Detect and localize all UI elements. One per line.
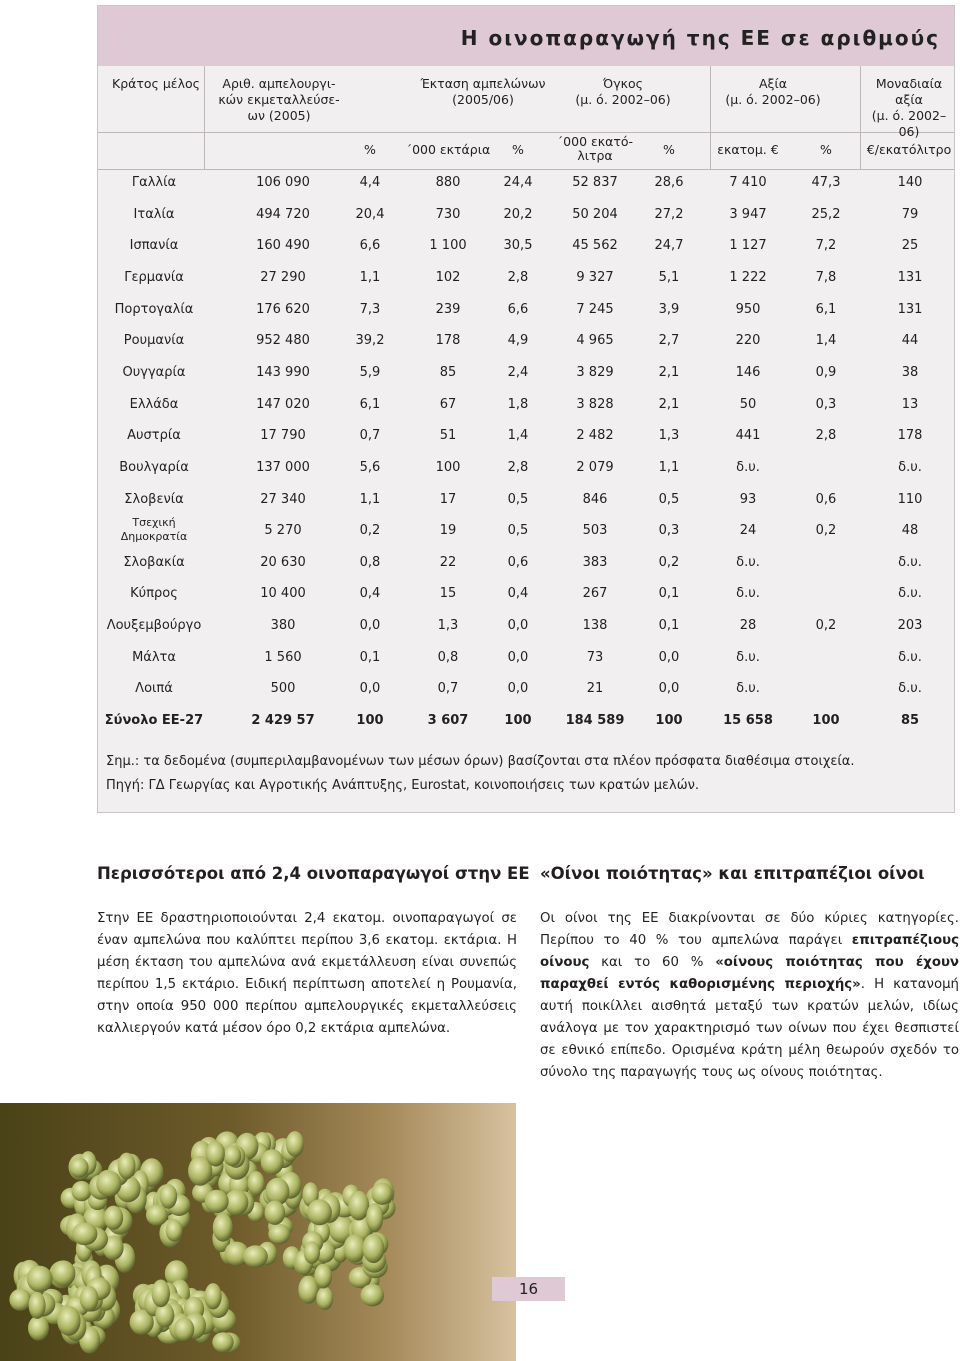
table-cell: 137 000 [256, 459, 310, 475]
table-row [98, 199, 954, 230]
table-cell: 85 [439, 364, 457, 380]
table-cell: 131 [897, 269, 923, 285]
table-cell: 50 204 [572, 206, 618, 222]
table-cell: 1 127 [729, 238, 767, 254]
country-cell: Ισπανία [129, 238, 179, 254]
table-cell: 3 947 [729, 206, 767, 222]
table-cell: 880 [435, 175, 461, 190]
country-cell: Λοιπά [135, 681, 173, 697]
country-cell: Ελλάδα [129, 396, 179, 412]
table-cell: 4 965 [576, 333, 614, 349]
subheader-volume-unit: ΄000 εκατό- λιτρα [556, 134, 634, 163]
country-cell: Κύπρος [130, 586, 178, 602]
header-country: Κράτος μέλος [112, 76, 200, 91]
table-cell: δ.υ. [898, 554, 922, 570]
table-title: Η οινοπαραγωγή της ΕΕ σε αριθμούς [460, 26, 940, 50]
table-cell: 730 [435, 206, 461, 222]
section-body-wine-quality: Οι οίνοι της ΕΕ διακρίνονται σε δύο κύριες κατηγορίες. Περίπου το 40 % του αμπελώνα παράγει επιτραπέζιους οίνους και το 60 % «οίνους ποιότητας που έχουν παραχθεί εντός καθορισμένης περιοχής». Η κατανομή αυτή ποικίλλει αισθητά μεταξύ των κρατών μελών, ιδίως ανάλογα με τον χαρακτηρισμό των οίνων που έχει θεσπιστεί σε εθνικό επίπεδο. Ορισμένα κράτη μέλη θεωρούν σχεδόν το σύνολο της παραγωγής τους ως οίνους ποιότητας. [540, 911, 959, 1080]
table-cell: 0,6 [507, 554, 529, 570]
table-cell: 2 482 [576, 428, 614, 444]
table-cell: 0,2 [815, 618, 837, 634]
table-cell: 1 560 [264, 649, 302, 665]
table-cell: 0,3 [815, 396, 837, 412]
table-cell: 50 [739, 396, 757, 412]
table-cell: 73 [586, 649, 604, 665]
table-row [98, 547, 954, 578]
table-cell: 178 [897, 428, 923, 444]
table-cell: 5 270 [264, 523, 302, 539]
table-cell: 1,1 [658, 459, 680, 475]
table-cell: δ.υ. [736, 459, 760, 475]
table-cell: 2,1 [658, 364, 680, 380]
country-cell: Βουλγαρία [119, 459, 189, 475]
table-cell: 0,4 [507, 586, 529, 602]
table-cell: 1,4 [815, 333, 837, 349]
table-cell: 441 [735, 428, 761, 444]
table-cell: 1,3 [658, 428, 680, 444]
table-row [98, 262, 954, 293]
table-cell: 383 [582, 554, 608, 570]
table-cell: 1 222 [729, 269, 767, 285]
table-row [98, 578, 954, 609]
table-cell: 0,2 [815, 523, 837, 539]
table-cell: 28,6 [654, 175, 684, 190]
table-cell: 100 [435, 459, 461, 475]
section-heading-wine-quality: «Οίνοι ποιότητας» και επιτραπέζιοι οίνοι [540, 864, 925, 883]
wine-statistics-table [97, 5, 955, 813]
table-cell: 3 829 [576, 364, 614, 380]
table-row [98, 515, 954, 546]
table-row [98, 642, 954, 673]
table-cell: 0,7 [437, 681, 459, 697]
table-cell: δ.υ. [736, 649, 760, 665]
header-unit-value: Μοναδιαία αξία (μ. ό. 2002–06) [871, 76, 947, 139]
subheader-percent: % [663, 142, 675, 157]
table-cell: 106 090 [256, 175, 310, 190]
table-cell: 13 [901, 396, 919, 412]
table-cell: 2,1 [658, 396, 680, 412]
table-title-band [98, 6, 954, 66]
table-cell: 4,9 [507, 333, 529, 349]
table-cell [786, 673, 866, 704]
table-cell: 239 [435, 301, 461, 317]
grapes-photo [0, 1103, 516, 1361]
table-cell: 2,8 [507, 459, 529, 475]
table-cell: 5,6 [359, 459, 381, 475]
total-cell: 2 429 57 [251, 713, 315, 729]
section-heading-producers: Περισσότεροι από 2,4 οινοπαραγωγοί στην ΕΕ [97, 864, 530, 883]
country-cell: Ρουμανία [123, 333, 185, 349]
table-cell: δ.υ. [736, 681, 760, 697]
table-cell: 952 480 [256, 333, 310, 349]
table-cell: 1,3 [437, 618, 459, 634]
table-cell: 19 [439, 523, 457, 539]
table-cell: 7,2 [815, 238, 837, 254]
table-cell: δ.υ. [736, 586, 760, 602]
table-cell: 0,5 [507, 523, 529, 539]
table-cell: 2 079 [576, 459, 614, 475]
total-cell: 3 607 [427, 713, 469, 729]
table-cell: 7,8 [815, 269, 837, 285]
table-cell: 2,7 [658, 333, 680, 349]
total-cell: 100 [356, 713, 384, 729]
table-cell: 47,3 [811, 175, 841, 190]
table-cell: 25,2 [811, 206, 841, 222]
table-cell: 38 [901, 364, 919, 380]
table-cell: 79 [901, 206, 919, 222]
subheader-area-unit: ΄000 εκτάρια [405, 142, 491, 157]
table-cell: 503 [582, 523, 608, 539]
table-cell: 7,3 [359, 301, 381, 317]
table-cell: 0,8 [359, 554, 381, 570]
subheader-value-unit: εκατομ. € [717, 142, 779, 157]
table-cell: 6,1 [359, 396, 381, 412]
subheader-percent: % [364, 142, 376, 157]
table-cell: 24,7 [654, 238, 684, 254]
table-cell: 0,6 [815, 491, 837, 507]
table-cell: 0,5 [507, 491, 529, 507]
header-area: Έκταση αμπελώνων (2005/06) [420, 76, 546, 107]
table-cell: 25 [901, 238, 919, 254]
table-cell: 20,4 [355, 206, 385, 222]
table-cell [786, 642, 866, 673]
table-cell: 6,1 [815, 301, 837, 317]
table-cell: 138 [582, 618, 608, 634]
table-cell: 380 [270, 618, 296, 634]
table-cell: 176 620 [256, 301, 310, 317]
table-cell: 30,5 [503, 238, 533, 254]
table-cell [786, 547, 866, 578]
country-cell: Γερμανία [124, 269, 184, 285]
table-cell: 102 [435, 269, 461, 285]
country-cell: Τσεχική Δημοκρατία [120, 516, 188, 544]
table-cell: 7 245 [576, 301, 614, 317]
total-cell: 15 658 [723, 713, 773, 729]
table-cell: δ.υ. [898, 586, 922, 602]
table-row [98, 389, 954, 420]
table-cell: 0,9 [815, 364, 837, 380]
table-cell: 20,2 [503, 206, 533, 222]
table-cell: 28 [739, 618, 757, 634]
table-cell [786, 578, 866, 609]
total-cell: 85 [900, 713, 920, 729]
table-cell: 950 [735, 301, 761, 317]
table-cell: 178 [435, 333, 461, 349]
table-cell: 3 828 [576, 396, 614, 412]
table-cell: 140 [897, 175, 923, 190]
table-row [98, 357, 954, 388]
table-row [98, 484, 954, 515]
table-cell [786, 452, 866, 483]
table-cell: 143 990 [256, 364, 310, 380]
table-cell: 21 [586, 681, 604, 697]
table-cell: δ.υ. [898, 649, 922, 665]
country-cell: Πορτογαλία [114, 301, 194, 317]
table-cell: 0,0 [507, 618, 529, 634]
table-cell: 5,9 [359, 364, 381, 380]
header-holdings: Αριθ. αμπελουργι- κών εκμεταλλεύσε- ων (2005) [218, 76, 340, 123]
table-cell: 67 [439, 396, 457, 412]
table-cell: 220 [735, 333, 761, 349]
table-cell: 7 410 [729, 175, 767, 190]
table-cell: 6,6 [359, 238, 381, 254]
table-cell: 1,4 [507, 428, 529, 444]
table-cell: 0,1 [658, 586, 680, 602]
table-cell: 1,1 [359, 491, 381, 507]
country-cell: Σλοβενία [124, 491, 184, 507]
table-cell: 0,2 [658, 554, 680, 570]
table-cell: 17 [439, 491, 457, 507]
table-cell: 2,8 [815, 428, 837, 444]
table-cell: 52 837 [572, 175, 618, 190]
table-cell: 20 630 [260, 554, 306, 570]
table-cell: 110 [897, 491, 923, 507]
table-cell: 44 [901, 333, 919, 349]
subheader-percent: % [820, 142, 832, 157]
table-row [98, 167, 954, 198]
country-cell: Σλοβακία [123, 554, 185, 570]
table-cell: 0,2 [359, 523, 381, 539]
table-cell: 5,1 [658, 269, 680, 285]
table-row [98, 420, 954, 451]
table-cell: 0,0 [507, 681, 529, 697]
table-cell: 1 100 [429, 238, 467, 254]
table-cell: 1,1 [359, 269, 381, 285]
country-cell: Μάλτα [132, 649, 176, 665]
header-volume: Όγκος (μ. ό. 2002–06) [575, 76, 671, 107]
header-rule [98, 132, 954, 133]
table-cell: 15 [439, 586, 457, 602]
table-cell: δ.υ. [898, 681, 922, 697]
table-row [98, 610, 954, 641]
table-cell: 160 490 [256, 238, 310, 254]
table-total-row [98, 705, 954, 736]
header-value: Αξία (μ. ό. 2002–06) [725, 76, 821, 107]
country-cell: Λουξεμβούργο [106, 618, 202, 634]
total-cell: 184 589 [565, 713, 625, 729]
table-cell: 0,0 [658, 649, 680, 665]
table-cell: 51 [439, 428, 457, 444]
table-cell: 2,8 [507, 269, 529, 285]
table-cell: 267 [582, 586, 608, 602]
table-cell: 10 400 [260, 586, 306, 602]
table-cell: 2,4 [507, 364, 529, 380]
page-number: 16 [492, 1277, 565, 1301]
table-cell: 846 [582, 491, 608, 507]
table-cell: 3,9 [658, 301, 680, 317]
table-cell: 27,2 [654, 206, 684, 222]
table-cell: 0,1 [658, 618, 680, 634]
table-cell: 17 790 [260, 428, 306, 444]
country-cell: Γαλλία [131, 175, 177, 190]
table-cell: 39,2 [355, 333, 385, 349]
table-row [98, 230, 954, 261]
total-cell: Σύνολο ΕΕ-27 [104, 713, 204, 729]
table-cell: 27 290 [260, 269, 306, 285]
table-cell: 146 [735, 364, 761, 380]
table-cell: 131 [897, 301, 923, 317]
table-cell: 24,4 [503, 175, 533, 190]
total-cell: 100 [504, 713, 532, 729]
table-cell: 4,4 [359, 175, 381, 190]
table-cell: 24 [739, 523, 757, 539]
table-cell: δ.υ. [736, 554, 760, 570]
table-cell: 0,0 [359, 681, 381, 697]
table-cell: 0,1 [359, 649, 381, 665]
table-cell: δ.υ. [898, 459, 922, 475]
country-cell: Ιταλία [133, 206, 175, 222]
table-row [98, 294, 954, 325]
table-cell: 1,8 [507, 396, 529, 412]
table-cell: 500 [270, 681, 296, 697]
table-cell: 0,5 [658, 491, 680, 507]
table-cell: 0,0 [359, 618, 381, 634]
total-cell: 100 [655, 713, 683, 729]
table-cell: 203 [897, 618, 923, 634]
table-cell: 93 [739, 491, 757, 507]
table-row [98, 673, 954, 704]
table-note: Σημ.: τα δεδομένα (συμπεριλαμβανομένων των μέσων όρων) βασίζονται στα πλέον πρόσφατα διαθέσιμα στοιχεία. [106, 754, 855, 769]
table-row [98, 325, 954, 356]
table-cell: 147 020 [256, 396, 310, 412]
table-cell: 0,0 [658, 681, 680, 697]
country-cell: Αυστρία [127, 428, 181, 444]
section-body-producers: Στην ΕΕ δραστηριοποιούνται 2,4 εκατομ. οινοπαραγωγοί σε έναν αμπελώνα που καλύπτει περίπου 3,6 εκατομ. εκτάρια. Η μέση έκταση του αμπελώνα ανά εκμετάλλευση είναι συνεπώς περίπου 1,5 εκτάριο. Ειδική περίπτωση αποτελεί η Ρουμανία, στην οποία 950 000 περίπου αμπελουργικές εκμεταλλεύσεις καλλιεργούν κατά μέσον όρο 0,2 εκτάρια αμπελώνα. [97, 911, 517, 1036]
table-cell: 22 [439, 554, 457, 570]
table-cell: 0,3 [658, 523, 680, 539]
table-cell: 0,7 [359, 428, 381, 444]
table-cell: 9 327 [576, 269, 614, 285]
table-cell: 27 340 [260, 491, 306, 507]
table-cell: 0,0 [507, 649, 529, 665]
table-cell: 494 720 [256, 206, 310, 222]
subheader-percent: % [512, 142, 524, 157]
table-cell: 0,8 [437, 649, 459, 665]
subheader-unit-value-unit: €/εκατόλιτρο [866, 142, 952, 157]
table-cell: 6,6 [507, 301, 529, 317]
total-cell: 100 [812, 713, 840, 729]
table-cell: 0,4 [359, 586, 381, 602]
table-cell: 48 [901, 523, 919, 539]
table-source: Πηγή: ΓΔ Γεωργίας και Αγροτικής Ανάπτυξης, Eurostat, κοινοποιήσεις των κρατών μελών. [106, 778, 699, 793]
country-cell: Ουγγαρία [122, 364, 186, 380]
table-row [98, 452, 954, 483]
table-cell: 45 562 [572, 238, 618, 254]
